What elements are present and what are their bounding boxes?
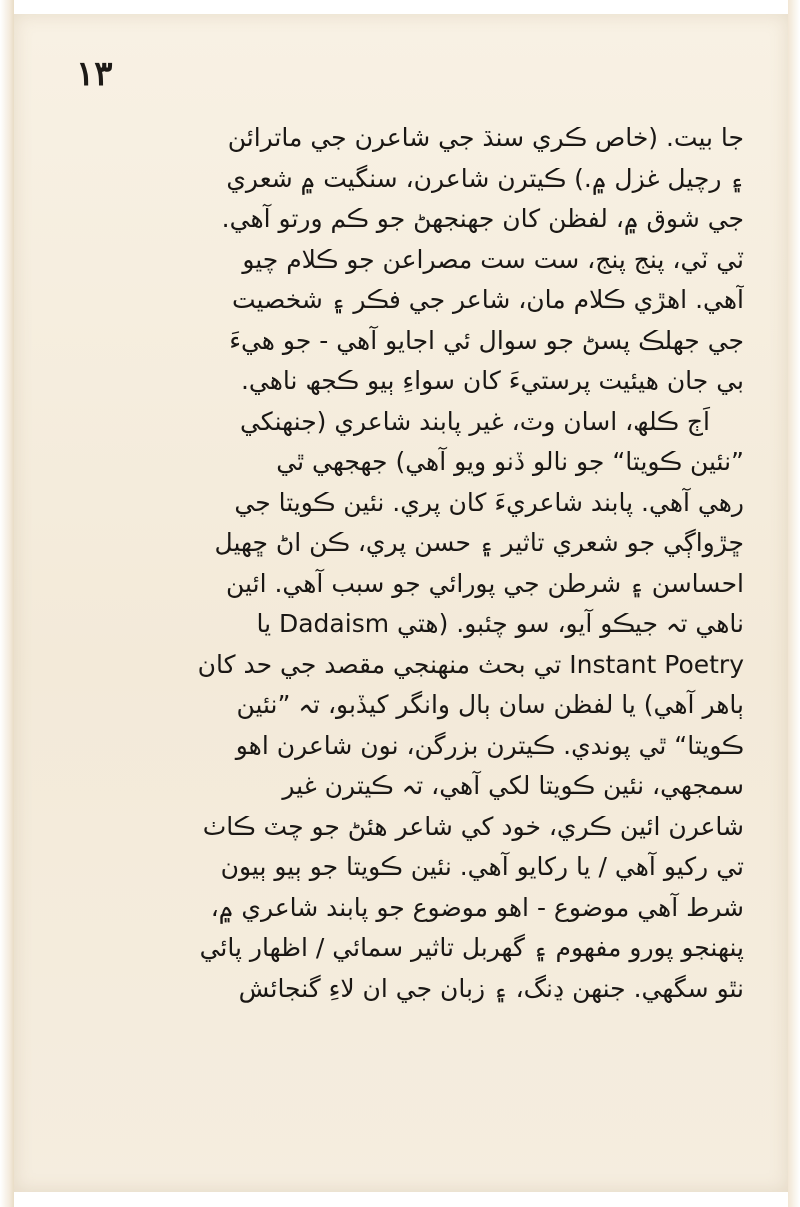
text-line: شاعرن ائين ڪري، خود کي شاعر هئڻ جو چٽ ڪاٺ [202,811,744,841]
body-text [34,118,744,1009]
text-line: سمجھي، نئين ڪويتا لکي آهي، تہ ڪيترن غير [282,771,744,800]
text-line: جا بيت. (خاص ڪري سنڌ جي شاعرن جي ماترائن [227,123,744,152]
text-line: ۽ رچيل غزل ۾.) ڪيترن شاعرن، سنگيت ۾ شعري [226,163,744,193]
text-line: پنهنجو پورو مفهوم ۽ گهربل تاثير سمائي / اظهار پائي [199,933,744,962]
book-page [14,14,788,1192]
text-line: ”نئين ڪويتا“ جو نالو ڏنو ويو آهي) جهجهي ٿي [276,447,744,476]
text-line: ٻاهر آهي) يا لفظن سان ٻال وانگر کيڏبو، تہ ”نئين [236,690,744,719]
text-line: ٽي ٽي، پنج پنج، ست ست مصراعن جو ڪلام چيو [242,244,744,274]
text-line: نٿو سگهي. جنهن ڍنگ، ۽ زبان جي ان لاءِ گنجائش [238,973,744,1003]
text-line: شرط آهي موضوع - اهو موضوع جو پابند شاعري ۾، [210,892,744,922]
text-line: ناهي تہ جيڪو آيو، سو چئبو. (هتي Dadaism يا [256,609,744,638]
text-line: ڇڙواڳي جو شعري تاثير ۽ حسن پري، ڪن اڻ ڇهيل [214,528,744,557]
text-line: جي شوق ۾، لفظن کان جهنجهڻ جو ڪم ورتو آهي. [221,204,744,233]
paragraph-start-line: اَڄ ڪلھ، اسان وٽ، غير پابند شاعري (جنهنکي [239,406,710,436]
text-line: تي رکيو آهي / يا رکايو آهي. نئين ڪويتا جو ٻيو ٻيون [220,852,744,881]
scan-edge-left [0,0,14,1207]
text-line: رهي آهي. پابند شاعريءَ کان پري. نئين ڪويتا جي [234,487,744,517]
scan-edge-right [788,0,800,1207]
text-line: آهي. اهڙي ڪلام مان، شاعر جي فڪر ۽ شخصيت [231,285,744,314]
text-line: Instant Poetry تي بحث منهنجي مقصد جي حد کان [197,649,744,679]
text-line: جي جهلڪ پسڻ جو سوال ئي اجايو آهي - جو هيءَ [229,325,744,355]
page-number: ١٣ [76,54,113,94]
text-line: بي جان هيئيت پرستيءَ کان سواءِ ٻيو ڪجھ ناهي. [240,366,744,395]
text-line: احساسن ۽ شرطن جي پورائي جو سبب آهي. ائين [226,568,744,598]
text-line: ڪويتا“ ٿي پوندي. ڪيترن بزرگن، نون شاعرن اهو [235,730,744,760]
